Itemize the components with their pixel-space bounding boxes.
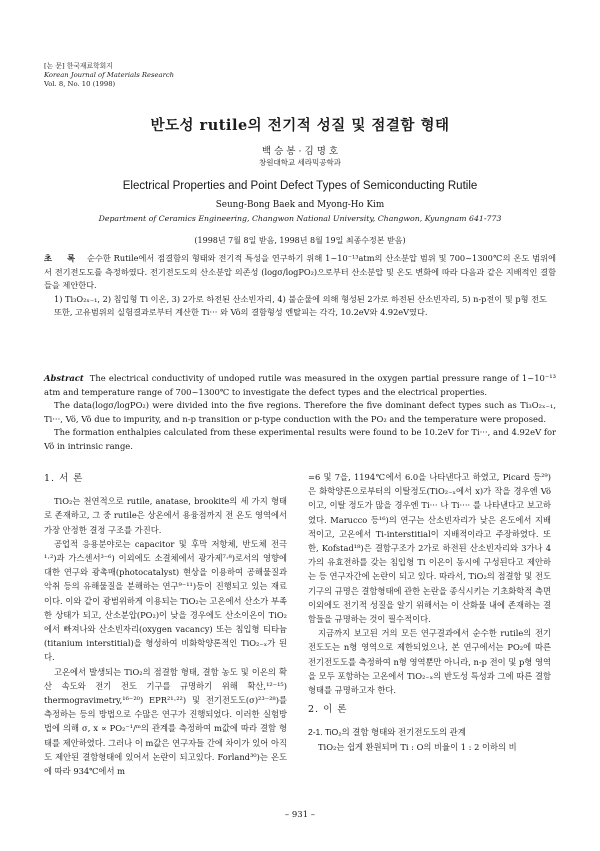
- subsection-heading: 2-1. TiO₂의 결함 형태와 전기전도도의 관계: [308, 727, 466, 738]
- abstract-english: [44, 372, 556, 453]
- abstract-en-paragraph: The data(logσ/logPO₂) were divided into the five regions. Therefore the five dominant defect types such as Ti₃O₂ₓ₋₁, Ti···, Vö, Vö due to impurity, and n-p transition or p-type conduction with the PO₂ and the temperature were proposed.: [44, 400, 556, 424]
- authors-korean: 백 승 봉 · 김 명 호: [261, 146, 339, 157]
- page-number: – 931 –: [284, 810, 316, 820]
- body-paragraph: TiO₂는 쉽게 환원되며 Ti : O의 비율이 1 : 2 이하의 비: [318, 741, 517, 752]
- journal-header: [44, 62, 174, 89]
- body-paragraph: 지금까지 보고된 거의 모든 연구결과에서 순수한 rutile의 전기전도도는 n형 영역으로 제한되었으나, 본 연구에서는 PO₂에 따른 전기전도도를 측정하여 n형 영역뿐만 아니라, n-p 전이 및 p형 영역을 모두 포함하는 고온에서 TiO₂₋ₓ의 반도성 특성과 그에 따른 결함 형태를 규명하고자 한다.: [308, 628, 551, 696]
- abstract-en-paragraph: The formation enthalpies calculated from these experimental results were found to be 10.2eV for Ti···, and 4.92eV for Vö in intrinsic range.: [44, 427, 556, 451]
- journal-name-ko: [논 문] 한국재료학회지: [44, 62, 113, 70]
- body-paragraph: 공업적 응용분야로는 capacitor 및 후막 저항체, 반도체 전극¹·²)과 가스센서³⁻⁶) 이외에도 소결체에서 광가제⁷·⁸)로서의 영향에 대한 연구와 광촉매(photocatalyst) 현상을 이용하여 공해물질과 악취 등의 유해물질을 분해하는 연구⁹⁻¹¹)등이 진행되고 있는 재료이다. 이와 같이 광범위하게 이용되는 TiO₂는 고온에서 산소가 부족한 상태가 되고, 산소분압(PO₂)이 낮을 경우에도 산소이온이 TiO₂에서 빠져나와 산소빈자리(oxygen vacancy) 또는 침입형 티타늄(titanium interstitial)을 형성하여 비화학양론적인 TiO₂₋ₓ가 된다.: [44, 538, 287, 663]
- abstract-ko-text: 순수한 Rutile에서 점결함의 형태와 전기적 특성을 연구하기 위해 1~10⁻¹³atm의 산소분압 범위 및 700~1300℃의 온도 범위에서 전기전도도를 측정하였다. 전기전도도의 산소분압 의존성 (logσ/logPO₂)으로부터 산소분압 및 온도 변화에 따라 다음과 같은 지배적인 결함들을 제안한다.: [44, 253, 556, 290]
- body-paragraph: 고온에서 발생되는 TiO₂의 점결함 형태, 결함 농도 및 이온의 확산 속도와 전기 전도 기구를 규명하기 위해 확산,¹²⁻¹⁵) thermogravimetry,¹⁶⁻²⁰) EPR²¹·²²) 및 전기전도도(σ)²³⁻²⁸)를 측정하는 등의 방법으로 수많은 연구가 진행되었다. 이러한 실험방법에 의해 σ, x ∝ PO₂⁻¹/ᵐ의 관계를 측정하여 m값에 따라 결함 형태를 제안하였다. 그러나 이 m값은 연구자들 간에 차이가 있어 아직도 제안된 결함형태에 있어서 논란이 되고있다. Forland³⁰)는 온도에 따라 934℃에서 m: [44, 666, 287, 777]
- body-column-left: [44, 470, 287, 778]
- abstract-ko-paragraph: [44, 252, 556, 293]
- abstract-ko-paragraph: 또한, 고유범위의 실험결과로부터 계산한 Ti··· 와 Vö의 결함형성 엔탈피는 각각, 10.2eV와 4.92eV였다.: [54, 307, 428, 317]
- journal-name-en: Korean Journal of Materials Research: [44, 71, 175, 79]
- title-english: Electrical Properties and Point Defect Types of Semiconducting Rutile: [122, 180, 478, 192]
- abstract-ko-paragraph: 1) Ti₃O₂ₓ₋₁, 2) 침입형 Ti 이온, 3) 2가로 하전된 산소빈자리, 4) 불순물에 의해 형성된 2가로 하전된 산소빈자리, 5) n-p전이 및 p형 전도: [54, 293, 547, 304]
- section-heading: 2. 이 론: [308, 704, 348, 716]
- abstract-korean: [44, 252, 556, 320]
- affiliation-english: Department of Ceramics Engineering, Changwon National University, Changwon, Kyungnam 641-773: [98, 214, 502, 223]
- body-paragraph: TiO₂는 천연적으로 rutile, anatase, brookite의 세 가지 형태로 존재하고, 그 중 rutile은 상온에서 용융점까지 전 온도 영역에서 가장 안정한 결정 구조를 가진다.: [44, 496, 287, 535]
- body-column-right: [308, 470, 551, 754]
- abstract-en-paragraph: [44, 372, 556, 399]
- affiliation-korean: 창원대학교 세라믹공학과: [258, 158, 342, 167]
- abstract-en-label: Abstract: [44, 373, 84, 383]
- body-paragraph: =6 및 7을, 1194℃에서 6.0을 나타낸다고 하였고, Picard 등²⁹)은 화학양론으로부터의 이탈정도(TiO₂₋ₓ에서 x)가 작을 경우엔 Vö이고, 이탈 정도가 많을 경우엔 Ti··· 나 Ti···· 를 나타낸다고 보고하였다. Marucco 등¹⁶)의 연구는 산소빈자리가 낮은 온도에서 지배적이고, 고온에서 Ti-interstitial이 지배적이라고 주장하였다. 또한, Kofstad¹⁸)은 결함구조가 2가로 하전된 산소빈자리와 3가나 4가의 유효전하를 갖는 침입형 Ti 이온이 동시에 구성된다고 제안하는 등 연구자간에 논란이 되고 있다. 따라서, TiO₂의 점결함 및 전도기구의 규명은 결함형태에 관한 논란을 종식시키는 기초화학적 측면 이외에도 전기적 성질을 알기 위해서는 이 산화물 내에 존재하는 결함들을 규명하는 것이 필수적이다.: [308, 472, 551, 625]
- abstract-en-text: The electrical conductivity of undoped rutile was measured in the oxygen partial pressure range of 1~10⁻¹³ atm and temperature range of 700~1300℃ to investigate the defect types and the electrical properties.: [44, 373, 556, 397]
- title-korean: 반도성 rutile의 전기적 성질 및 점결함 형태: [150, 117, 450, 134]
- journal-volume: Vol. 8, No. 10 (1998): [44, 80, 116, 88]
- section-heading: 1. 서 론: [44, 473, 84, 484]
- abstract-ko-label: 초 록: [44, 253, 82, 263]
- authors-english: Seung-Bong Baek and Myong-Ho Kim: [215, 200, 385, 210]
- received-dates: (1998년 7월 8일 받음, 1998년 8월 19일 최종수정본 받음): [194, 236, 406, 245]
